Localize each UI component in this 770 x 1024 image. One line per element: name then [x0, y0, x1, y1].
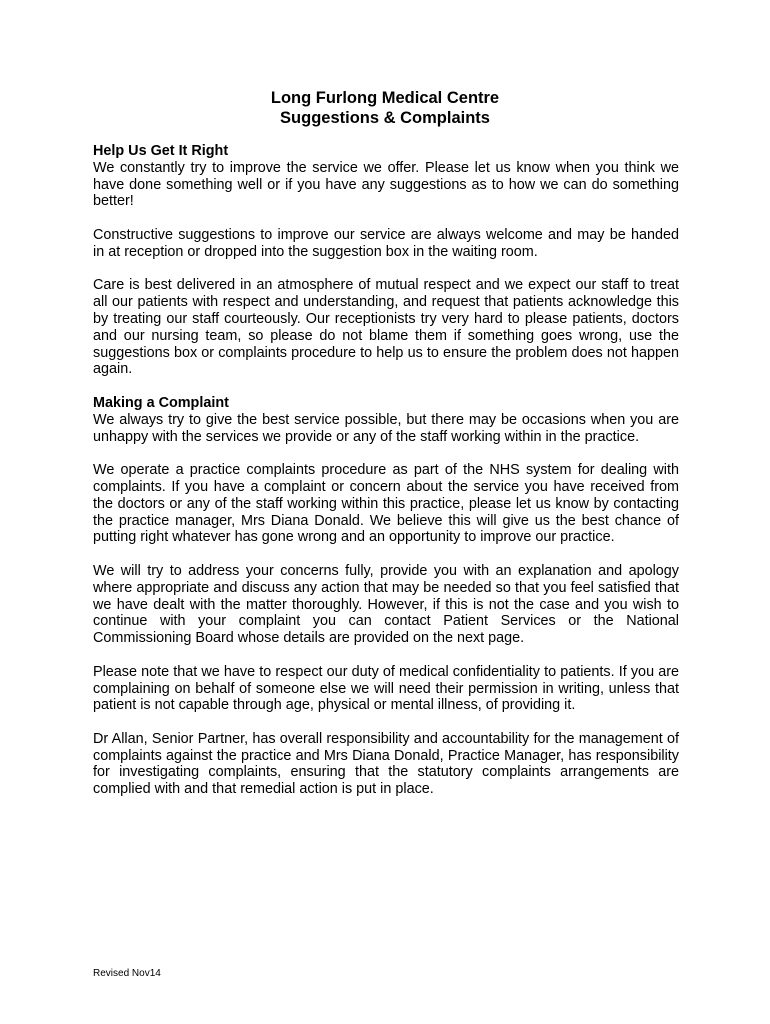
title-line-2: Suggestions & Complaints: [280, 109, 490, 127]
paragraph: Please note that we have to respect our duty of medical confidentiality to patients. If you are complaining on behalf of someone else we will need their permission in writing, unless that patient is not capable through age, physical or mental illness, of providing it.: [93, 663, 679, 714]
section-heading-complaint: Making a Complaint: [93, 394, 229, 411]
paragraph: We will try to address your concerns fully, provide you with an explanation and apology where appropriate and discuss any action that may be needed so that you feel satisfied that we have dealt with the matter thoroughly. However, if this is not the case and you wish to continue with your complaint you can contact Patient Services or the National Commissioning Board whose details are provided on the next page.: [93, 562, 679, 647]
section-heading-help: Help Us Get It Right: [93, 143, 229, 159]
paragraph: Care is best delivered in an atmosphere of mutual respect and we expect our staff to treat all our patients with respect and understanding, and request that patients acknowledge this by treating our staff courteously. Our receptionists try very hard to please patients, doctors and our nursing team, so please do not blame them if something goes wrong, use the suggestions box or complaints procedure to help us to ensure the problem does not happen again.: [93, 277, 679, 378]
paragraph: We always try to give the best service possible, but there may be occasions when you are unhappy with the services we provide or any of the staff working within in the practice.: [93, 411, 679, 445]
paragraph: Constructive suggestions to improve our service are always welcome and may be handed in at reception or dropped into the suggestion box in the waiting room.: [93, 226, 679, 260]
document-body: [93, 143, 679, 815]
revision-footer: Revised Nov14: [93, 968, 161, 979]
document-title: [0, 88, 770, 128]
paragraph: Dr Allan, Senior Partner, has overall responsibility and accountability for the management of complaints against the practice and Mrs Diana Donald, Practice Manager, has responsibility for investigating complaints, ensuring that the statutory complaints arrangements are complied with and that remedial action is put in place.: [93, 730, 679, 798]
title-line-1: Long Furlong Medical Centre: [270, 89, 500, 107]
paragraph: We constantly try to improve the service we offer. Please let us know when you think we have done something well or if you have any suggestions as to how we can do something better!: [93, 159, 679, 210]
paragraph: We operate a practice complaints procedure as part of the NHS system for dealing with complaints. If you have a complaint or concern about the service you have received from the doctors or any of the staff working within this practice, please let us know by contacting the practice manager, Mrs Diana Donald. We believe this will give us the best chance of putting right whatever has gone wrong and an opportunity to improve our practice.: [93, 462, 679, 546]
